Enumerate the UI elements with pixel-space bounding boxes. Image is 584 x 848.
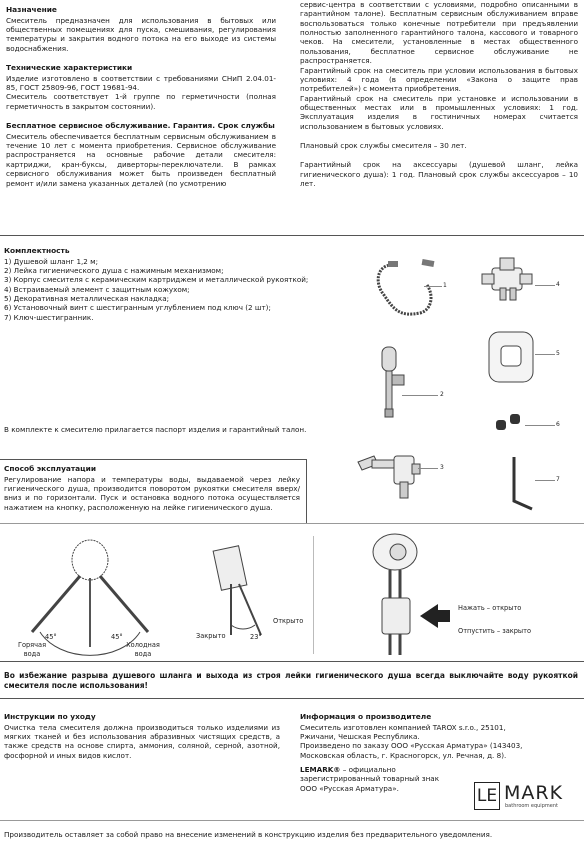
brand-text-1: – официально	[340, 765, 396, 775]
leader-5	[535, 354, 555, 355]
leader-7	[535, 480, 555, 481]
angle-45-right: 45°	[111, 633, 123, 641]
lemark-logo	[474, 782, 578, 812]
shower-button-diagram	[360, 530, 450, 660]
care-section	[4, 712, 280, 760]
specs-text-1: Изделие изготовлено в соответствии с требованиями СНиП 2.04.01-85, ГОСТ 25809-96, ГОСТ 19681-94.	[6, 73, 276, 93]
handle-rotation-diagram	[10, 532, 175, 652]
maker-title: Информация о производителе	[300, 712, 432, 721]
purpose-title: Назначение	[6, 5, 57, 14]
part-number-4: 4	[556, 281, 560, 288]
divider-operation	[0, 459, 306, 460]
warranty-title: Бесплатное сервисное обслуживание. Гарантия. Срок службы	[6, 121, 275, 131]
logo-mark: MARK	[504, 782, 564, 804]
warranty-col2-p2: Гарантийный срок на смеситель при условии использования в бытовых условиях: 4 года (в определении «Закона о защите прав потребителей») с момента приобретения.	[300, 65, 578, 94]
leader-4	[535, 285, 555, 286]
brand-text-2: зарегистрированный товарный знак	[300, 774, 440, 784]
divider-warning-top	[0, 661, 584, 662]
brand-line	[300, 765, 578, 774]
decorative-plate-drawing	[487, 330, 537, 385]
leader-1	[424, 286, 442, 287]
leader-2	[402, 395, 438, 396]
divider-footer	[0, 820, 584, 821]
part-number-5: 5	[556, 350, 560, 357]
left-column-top	[6, 5, 276, 188]
divider-warning-bottom	[0, 698, 584, 699]
kit-item: 1) Душевой шланг 1,2 м;	[4, 256, 99, 266]
cold-water-label: Холодная вода	[126, 641, 160, 658]
part-number-7: 7	[556, 476, 560, 483]
accessories-warranty: Гарантийный срок на аксессуары (душевой шланг, лейка гигиенического душа): 1 год. Плановый срок службы аксессуаров – 10 лет.	[300, 160, 578, 189]
operation-section	[4, 464, 300, 512]
warranty-text: Смеситель обеспечивается бесплатным сервисным обслуживанием в течение 10 лет с момента приобретения. Сервисное обслуживание распространяется на основные рабочие детали смесителя: картриджи, кран-буксы, диверторы-переключатели. В рамках сервисного обслуживания может быть произведен бесплатный ремонт и/или замена указанных деталей (по усмотрению	[6, 131, 276, 188]
kit-item: 6) Установочный винт с шестигранным углублением под ключ (2 шт);	[4, 303, 271, 313]
purpose-text: Смеситель предназначен для использования в бытовых или общественных помещениях для пуска, смешивания, регулирования температуры и закрытия водного потока на его выходе из системы водоснабжения.	[6, 15, 276, 53]
hex-key-drawing	[508, 455, 538, 515]
kit-item: 3) Корпус смесителя с керамическим картриджем и металлической рукояткой;	[4, 275, 309, 285]
part-number-2: 2	[440, 391, 444, 398]
care-text: Очистка тела смесителя должна производиться только изделиями из мягких тканей и без использования абразивных чистящих средств, а также средств на основе спирта, аммония, соляной, серной, азотной, фосфорной и иных видов кислот.	[4, 722, 280, 760]
kit-item: 5) Декоративная металлическая накладка;	[4, 294, 170, 304]
care-title: Инструкции по уходу	[4, 712, 96, 721]
leader-3	[418, 468, 438, 469]
maker-line-4: Московская область, г. Красногорск, ул. Речная, д. 8).	[300, 750, 507, 760]
closed-label: Закрыто	[196, 632, 226, 640]
specs-title: Технические характеристики	[6, 63, 133, 73]
footer-note: Производитель оставляет за собой право на внесение изменений в конструкцию изделия без предварительного уведомления.	[4, 830, 493, 839]
kit-item: 2) Лейка гигиенического душа с нажимным механизмом;	[4, 265, 224, 275]
angle-23: 23°	[250, 633, 262, 641]
logo-sub: bathroom equipment	[505, 803, 558, 809]
maker-line-3: Произведено по заказу ООО «Русская Арматура» (143403,	[300, 741, 523, 751]
warranty-col2-p1: сервис-центра в соответствии с условиями, подробно описанными в гарантийном талоне). Бесплатным сервисным обслуживанием вправе воспользоваться только конечные потребители при предъявлении полностью заполненного гарантийного талона, кассового и товарного чеков. На смесители, установленные в местах общественного пользования, бесплатное сервисное обслуживание не распространяется.	[300, 0, 578, 66]
brand-text-3: ООО «Русская Арматура».	[300, 783, 399, 793]
operation-title: Способ эксплуатации	[4, 464, 97, 473]
warranty-col2-p3: Гарантийный срок на смеситель при установке и использовании в общественных местах или в промышленных условиях: 1 год. Эксплуатация изделия в гостиничных номерах считается использованием в бытовых условиях.	[300, 93, 578, 131]
divider-top	[0, 235, 584, 236]
maker-section	[300, 712, 578, 793]
divider-operation-vertical	[306, 459, 307, 523]
divider-diagrams	[0, 523, 584, 524]
logo-le: LE	[474, 782, 500, 810]
part-number-1: 1	[443, 282, 447, 289]
shower-head-drawing	[376, 345, 416, 420]
maker-line-2: Ржичани, Чешская Республика.	[300, 731, 420, 741]
service-life: Плановый срок службы смесителя – 30 лет.	[300, 141, 467, 151]
maker-line-1: Смеситель изготовлен компанией TAROX s.r.o., 25101,	[300, 722, 506, 732]
mixer-body-drawing	[356, 452, 436, 507]
kit-note: В комплекте к смесителю прилагается паспорт изделия и гарантийный талон.	[4, 425, 307, 434]
brand-name: LEMARK®	[300, 765, 341, 775]
screws-drawing	[494, 412, 530, 436]
part-number-3: 3	[440, 464, 444, 471]
release-close-label: Отпустить – закрыто	[458, 627, 532, 635]
kit-item: 7) Ключ-шестигранник.	[4, 312, 94, 322]
embedded-element-drawing	[478, 258, 538, 303]
warning-text: Во избежание разрыва душевого шланга и выхода из строя лейки гигиенического душа всегда выключайте воду рукояткой смесителя после использования!	[4, 671, 578, 690]
press-open-label: Нажать – открыто	[458, 604, 522, 612]
open-label: Открыто	[273, 617, 304, 625]
right-column-top	[300, 0, 578, 188]
kit-section	[4, 246, 344, 322]
hot-water-label: Горячая вода	[17, 641, 47, 658]
specs-text-2: Смеситель соответствует 1-й группе по герметичности (полная герметичность в закрытом состоянии).	[6, 92, 276, 111]
operation-text: Регулирование напора и температуры воды, выдаваемой через лейку гигиенического душа, производится поворотом рукоятки смесителя вверх/вниз и по горизонтали. Пуск и остановка водного потока осуществляется нажатием на кнопку, расположенную на лейке гигиенического душа.	[4, 474, 300, 512]
part-number-6: 6	[556, 421, 560, 428]
shower-hose-drawing	[372, 255, 442, 325]
kit-title: Комплектность	[4, 246, 70, 255]
leader-6	[525, 425, 555, 426]
kit-item: 4) Встраиваемый элемент с защитным кожухом;	[4, 284, 190, 294]
divider-diagram-vertical	[313, 536, 314, 654]
angle-45-left: 45°	[45, 633, 57, 641]
